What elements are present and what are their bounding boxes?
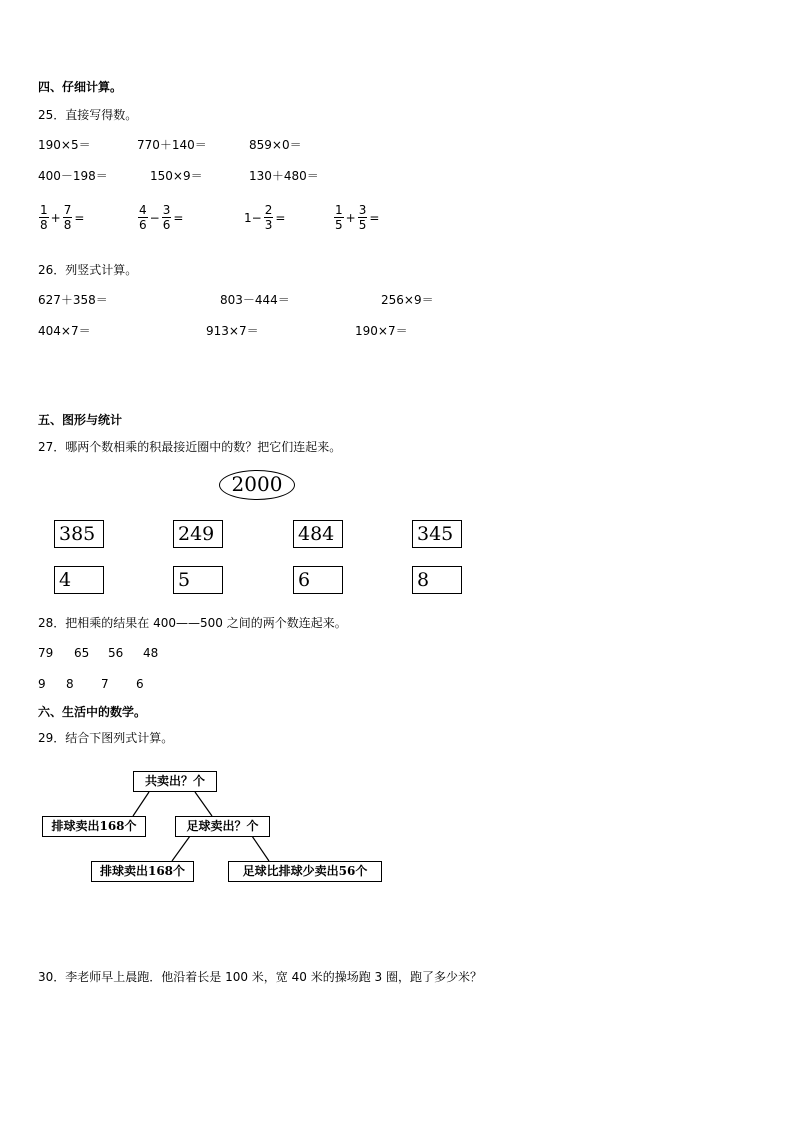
q25-fraction-3: 1− $\frac{2}{3}$ = bbox=[244, 203, 286, 232]
connector-line bbox=[133, 792, 149, 816]
diagram-volleyball-box: 排球卖出168个 bbox=[42, 816, 146, 837]
question-26-label: 26．列竖式计算。 bbox=[38, 263, 138, 277]
fraction: 1 8 bbox=[40, 203, 48, 232]
q26-eq-6: 190×7＝ bbox=[355, 324, 408, 338]
number-box: 385 bbox=[54, 520, 104, 548]
number-box: 5 bbox=[173, 566, 223, 594]
number: 65 bbox=[74, 646, 90, 660]
target-number-ellipse: 2000 bbox=[219, 470, 295, 500]
connector-line bbox=[195, 792, 212, 816]
q25-fraction-1: 1 8 + $\frac{7}{8}$ = bbox=[40, 203, 85, 232]
number-box: 4 bbox=[54, 566, 104, 594]
diagram-difference-box: 足球比排球少卖出56个 bbox=[228, 861, 382, 882]
fraction: 1 5 bbox=[335, 203, 343, 232]
fraction: 4 6 bbox=[139, 203, 147, 232]
number-box: 249 bbox=[173, 520, 223, 548]
diagram-root-box: 共卖出？个 bbox=[133, 771, 217, 792]
connector-line bbox=[172, 836, 190, 861]
section-6-title: 六、生活中的数学。 bbox=[38, 705, 147, 719]
q25-fraction-4: 1 5 + $\frac{3}{5}$ = bbox=[335, 203, 380, 232]
question-30-label: 30．李老师早上晨跑．他沿着长是 100 米，宽 40 米的操场跑 3 圈，跑了多少米？ bbox=[38, 970, 482, 984]
number-box: 345 bbox=[412, 520, 462, 548]
q26-eq-1: 627＋358＝ bbox=[38, 293, 108, 307]
section-4-title: 四、仔细计算。 bbox=[38, 80, 123, 94]
number: 56 bbox=[108, 646, 124, 660]
number: 48 bbox=[143, 646, 159, 660]
diagram-volleyball-leaf-box: 排球卖出168个 bbox=[91, 861, 194, 882]
fraction: $\frac{7}{8}$ bbox=[63, 203, 72, 232]
q26-eq-4: 404×7＝ bbox=[38, 324, 91, 338]
q25-eq-3: 859×0＝ bbox=[249, 138, 302, 152]
number: 7 bbox=[101, 677, 109, 691]
question-29-label: 29．结合下图列式计算。 bbox=[38, 731, 174, 745]
diagram-football-box: 足球卖出？个 bbox=[175, 816, 270, 837]
fraction: $\frac{2}{3}$ bbox=[264, 203, 273, 232]
question-28-label: 28．把相乘的结果在 400——500 之间的两个数连起来。 bbox=[38, 616, 347, 630]
q25-eq-5: 150×9＝ bbox=[150, 169, 203, 183]
q26-eq-5: 913×7＝ bbox=[206, 324, 259, 338]
number: 8 bbox=[66, 677, 74, 691]
number: 9 bbox=[38, 677, 46, 691]
number: 79 bbox=[38, 646, 54, 660]
q25-eq-1: 190×5＝ bbox=[38, 138, 91, 152]
number-box: 6 bbox=[293, 566, 343, 594]
q26-eq-2: 803－444＝ bbox=[220, 293, 290, 307]
section-5-title: 五、图形与统计 bbox=[38, 413, 123, 427]
question-27-label: 27．哪两个数相乘的积最接近圈中的数？把它们连起来。 bbox=[38, 440, 342, 454]
number: 6 bbox=[136, 677, 144, 691]
q25-eq-2: 770＋140＝ bbox=[137, 138, 207, 152]
number-box: 8 bbox=[412, 566, 462, 594]
number-box: 484 bbox=[293, 520, 343, 548]
connector-line bbox=[252, 836, 269, 861]
fraction: $\frac{3}{5}$ bbox=[358, 203, 367, 232]
q25-fraction-2: 4 6 − $\frac{3}{6}$ = bbox=[139, 203, 184, 232]
q26-eq-3: 256×9＝ bbox=[381, 293, 434, 307]
fraction: $\frac{3}{6}$ bbox=[162, 203, 171, 232]
q25-eq-6: 130＋480＝ bbox=[249, 169, 319, 183]
question-25-label: 25．直接写得数。 bbox=[38, 108, 138, 122]
q25-eq-4: 400－198＝ bbox=[38, 169, 108, 183]
